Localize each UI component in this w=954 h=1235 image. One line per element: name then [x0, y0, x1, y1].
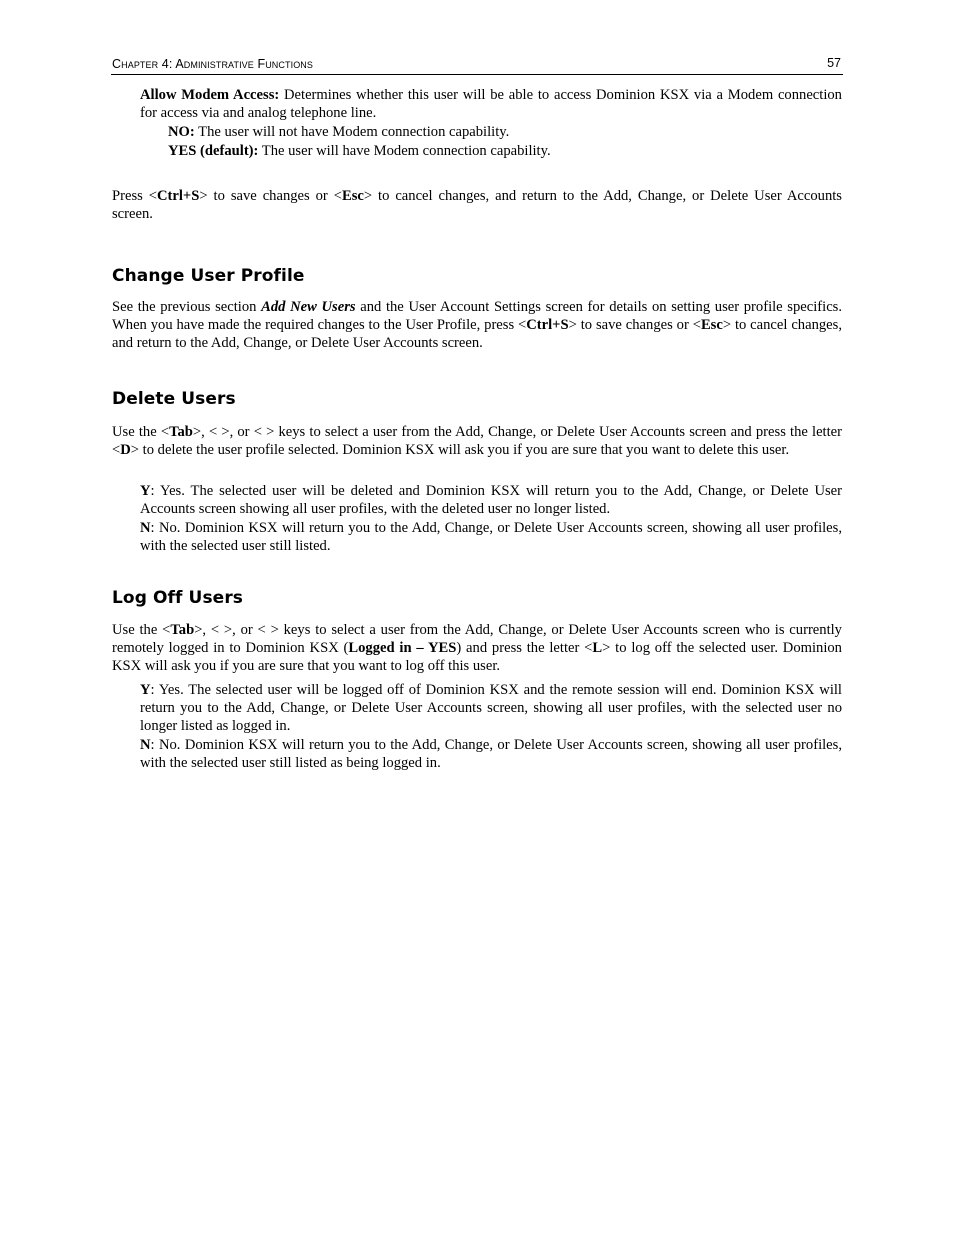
y-key: Y	[140, 682, 151, 698]
log-off-no-option	[140, 736, 842, 772]
text-run: > to cancel changes, and return to the Add, Change, or Delete User Accounts screen.	[112, 188, 842, 222]
modem-access-label: Allow Modem Access:	[140, 87, 280, 103]
modem-access-paragraph	[140, 86, 842, 122]
text-run: > to save changes or <	[568, 317, 701, 333]
modem-yes-text: The user will have Modem connection capability.	[258, 143, 551, 159]
text-run: : No. Dominion KSX will return you to the Add, Change, or Delete User Accounts screen, showing all user profiles, with the selected user still listed.	[140, 520, 842, 554]
text-run: See the previous section	[112, 299, 262, 315]
delete-users-heading: Delete Users	[112, 389, 236, 409]
text-run: : Yes. The selected user will be logged off of Dominion KSX and the remote session will end. Dominion KSX will return you to the Add, Change, or Delete User Accounts screen, showing all user profiles, with the selected user no longer listed as logged in.	[140, 682, 842, 734]
change-user-profile-paragraph	[112, 298, 842, 352]
modem-yes-label: YES (default):	[168, 143, 259, 159]
ctrl-s-key: Ctrl+S	[156, 188, 200, 204]
modem-no-option	[168, 123, 842, 141]
page-number: 57	[827, 56, 841, 70]
text-run: > to cancel changes, and return to the Add, Change, or Delete User Accounts screen.	[112, 317, 842, 351]
l-key: L	[592, 640, 603, 656]
text-run: >, < >, or < > keys to select a user from the Add, Change, or Delete User Accounts screen and press the letter <	[112, 424, 843, 458]
tab-key: Tab	[169, 424, 193, 440]
y-key: Y	[140, 483, 151, 499]
text-run: Press <	[112, 188, 157, 204]
log-off-users-heading: Log Off Users	[112, 588, 244, 608]
text-run: > to save changes or <	[199, 188, 342, 204]
text-run: >, < >, or < > keys to select a user from the Add, Change, or Delete User Accounts screen who is currently remotely logged in to Dominion KSX (	[112, 622, 842, 656]
modem-access-text: Determines whether this user will be able to access Dominion KSX via a Modem connection for access via and analog telephone line.	[140, 87, 842, 121]
delete-users-paragraph	[112, 423, 842, 459]
text-run: > to log off the selected user. Dominion KSX will ask you if you are sure that you want to log off this user.	[112, 640, 842, 674]
change-user-profile-heading: Change User Profile	[112, 266, 305, 286]
text-run: Use the <	[112, 424, 170, 440]
chapter-title: Chapter 4: Administrative Functions	[112, 57, 313, 71]
text-run: Use the <	[112, 622, 171, 638]
text-run: > to delete the user profile selected. Dominion KSX will ask you if you are sure that you want to delete this user.	[130, 442, 790, 458]
text-run: and the User Account Settings screen for details on setting user profile specifics. When you have made the required changes to the User Profile, press <	[112, 299, 843, 333]
text-run: : Yes. The selected user will be deleted and Dominion KSX will return you to the Add, Change, or Delete User Accounts screen showing all user profiles, with the deleted user no longer listed.	[140, 483, 842, 517]
log-off-yes-option	[140, 681, 842, 735]
d-key: D	[120, 442, 131, 458]
page-header	[111, 55, 843, 75]
modem-no-text: The user will not have Modem connection capability.	[194, 124, 510, 140]
n-key: N	[140, 520, 151, 536]
n-key: N	[140, 737, 151, 753]
modem-no-label: NO:	[168, 124, 195, 140]
tab-key: Tab	[170, 622, 195, 638]
esc-key: Esc	[700, 317, 723, 333]
ctrl-s-key: Ctrl+S	[526, 317, 569, 333]
esc-key: Esc	[341, 188, 364, 204]
delete-yes-option	[140, 482, 842, 518]
text-run: ) and press the letter <	[456, 640, 593, 656]
delete-no-option	[140, 519, 842, 555]
save-instructions-paragraph	[112, 187, 842, 223]
log-off-users-paragraph	[112, 621, 842, 675]
add-new-users-reference: Add New Users	[261, 299, 356, 315]
modem-yes-option	[168, 142, 842, 160]
logged-in-status: Logged in – YES	[348, 640, 457, 656]
text-run: : No. Dominion KSX will return you to the Add, Change, or Delete User Accounts screen, showing all user profiles, with the selected user still listed as being logged in.	[140, 737, 842, 771]
